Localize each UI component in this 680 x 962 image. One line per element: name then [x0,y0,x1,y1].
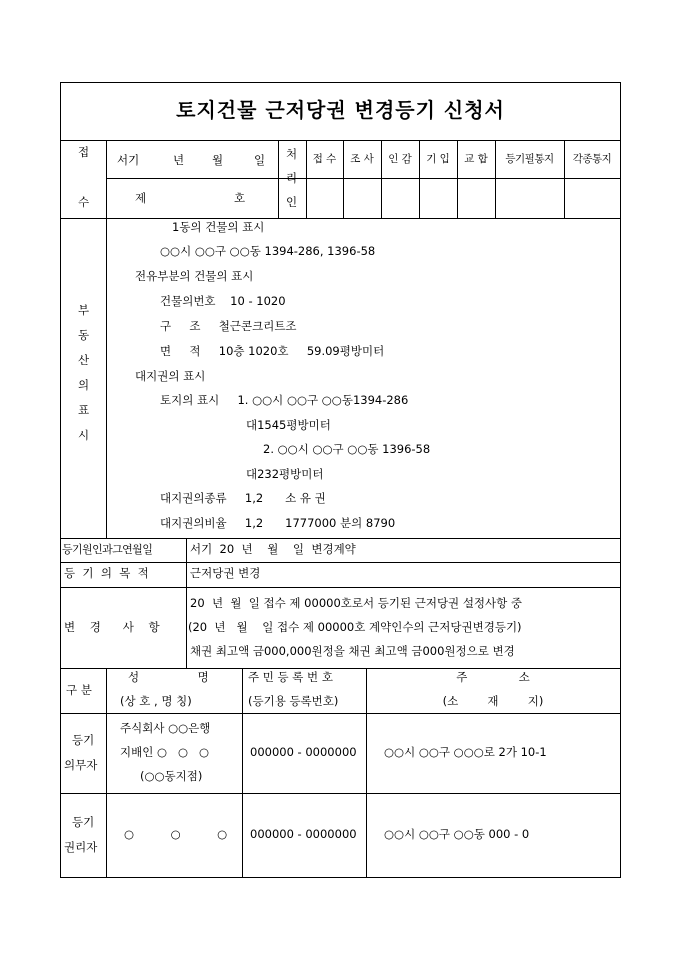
right-holder-label-1: 등기 [72,815,95,829]
obligor-label-2: 의무자 [64,758,98,772]
cause-label: 등기원인과그연월일 [62,543,153,556]
property-label-5: 표 [78,403,90,417]
receipt-number-suffix: 호 [234,191,246,205]
col-seal: 인 감 [388,153,412,165]
parties-header-address-sub: (소 재 지) [442,694,544,708]
property-line: 대지권의종류 1,2 소 유 권 [160,491,326,505]
purpose-label: 등 기 의 목 적 [64,566,149,580]
changes-line: (20 년 월 일 접수 제 00000호 계약인수의 근저당권변경등기) [188,620,522,634]
property-line: 대232평방미터 [246,467,324,481]
property-label-4: 의 [78,378,90,392]
col-inspect: 조 사 [350,153,374,165]
receipt-number-prefix: 제 [135,191,147,205]
receipt-label-bottom: 수 [78,195,90,209]
obligor-address: ○○시 ○○구 ○○○로 2가 10-1 [384,745,547,759]
parties-header-id: 주 민 등 록 번 호 [248,670,333,684]
process-label-3: 인 [286,195,298,209]
col-verify: 교 합 [464,153,488,165]
cause-value: 서기 20 년 월 일 변경계약 [190,542,356,556]
property-label-3: 산 [78,353,90,367]
parties-header-name-sub: (상 호 , 명 칭) [120,694,192,708]
process-label-1: 처 [286,147,298,161]
right-holder-label-2: 권리자 [64,840,98,854]
parties-header-name: 성 명 [128,670,209,684]
property-line: 1동의 건물의 표시 [172,220,265,234]
obligor-label-1: 등기 [72,733,95,747]
receipt-date-year: 년 [173,153,185,167]
property-label-6: 시 [78,428,90,442]
property-line: 대지권의비율 1,2 1777000 분의 8790 [160,516,396,530]
col-various-notice: 각종통지 [572,153,612,165]
right-holder-name: ○ ○ ○ [124,827,228,841]
receipt-date-prefix: 서기 [117,153,140,167]
property-line: 건물의번호 10 - 1020 [160,294,286,308]
changes-line: 채권 최고액 금000,000원정을 채권 최고액 금000원정으로 변경 [190,644,515,658]
property-line: ○○시 ○○구 ○○동 1394-286, 1396-58 [160,244,376,258]
property-line: 전유부분의 건물의 표시 [135,269,254,283]
receipt-date-month: 월 [212,153,224,167]
parties-header-id-sub: (등기용 등록번호) [248,694,339,708]
right-holder-id: 000000 - 0000000 [250,827,357,841]
obligor-id: 000000 - 0000000 [250,745,357,759]
property-line: 대1545평방미터 [246,418,331,432]
parties-header-address: 주 소 [456,670,530,684]
col-receipt: 접 수 [312,153,337,165]
process-label-2: 리 [286,171,298,185]
obligor-name-line: 주식회사 ○○은행 [120,721,211,735]
receipt-date-day: 일 [254,153,266,167]
property-line: 구 조 철근콘크리트조 [160,319,297,333]
property-line: 2. ○○시 ○○구 ○○동 1396-58 [263,442,431,456]
col-entry: 기 입 [426,153,450,165]
parties-header-category: 구 분 [66,683,92,697]
property-label-2: 동 [78,328,90,342]
purpose-value: 근저당권 변경 [190,566,261,580]
obligor-name-line: (○○동지점) [140,769,203,783]
receipt-label-top: 접 [78,145,90,159]
col-registration-notice: 등기필통지 [505,153,554,165]
property-line: 대지권의 표시 [135,369,206,383]
property-label-1: 부 [78,303,90,317]
obligor-name-line: 지배인 ○ ○ ○ [120,745,210,759]
form-title: 토지건물 근저당권 변경등기 신청서 [176,98,505,122]
property-line: 면 적 10층 1020호 59.09평방미터 [160,344,385,358]
property-line: 토지의 표시 1. ○○시 ○○구 ○○동1394-286 [160,393,409,407]
right-holder-address: ○○시 ○○구 ○○동 000 - 0 [384,827,530,841]
changes-line: 20 년 월 일 접수 제 00000호로서 등기된 근저당권 설정사항 중 [190,596,523,610]
changes-label: 변 경 사 항 [64,620,160,634]
